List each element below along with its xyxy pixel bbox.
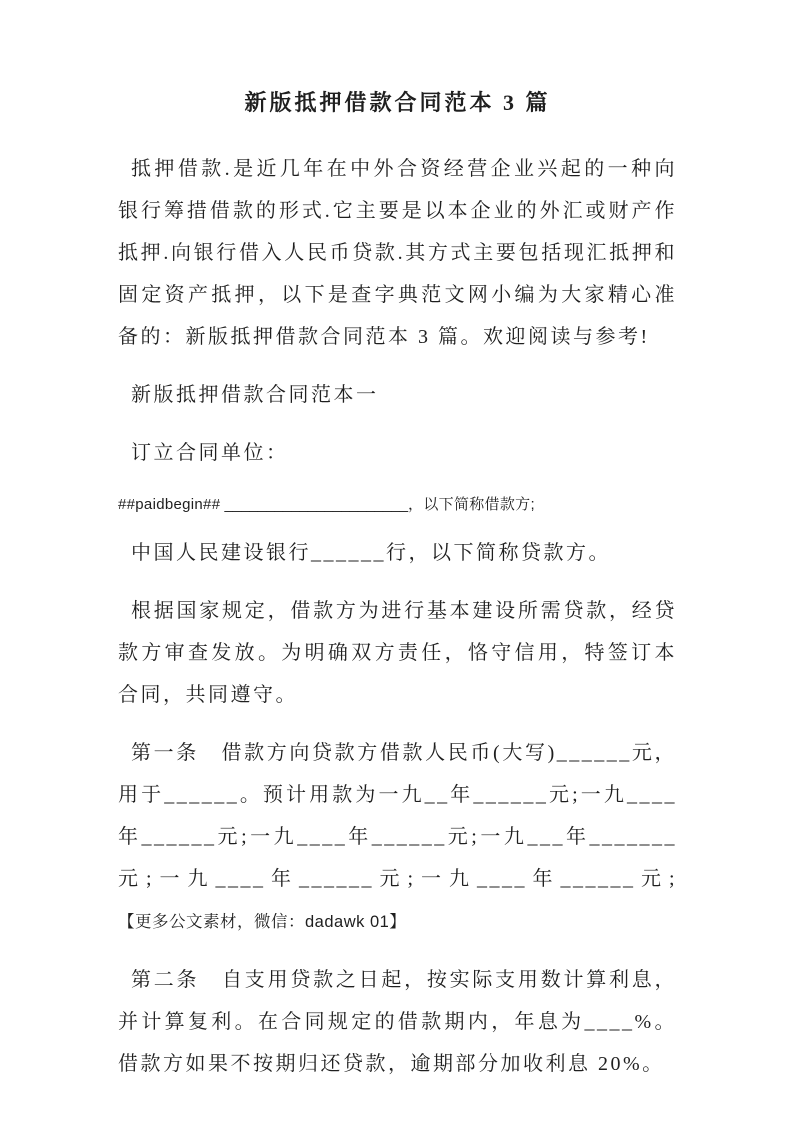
party-intro-line: 订立合同单位： xyxy=(131,442,289,464)
article-1-paragraph xyxy=(118,732,677,943)
borrower-name-blank: ______________________ xyxy=(220,496,409,513)
paidbegin-marker: ##paidbegin## xyxy=(118,496,221,513)
intro-paragraph: 抵押借款.是近几年在中外合资经营企业兴起的一种向银行筹措借款的形式.它主要是以本企业的外汇或财产作抵押.向银行借入人民币贷款.其方式主要包括现汇抵押和固定资产抵押，以下是查字典范文网小编为大家精心准备的：新版抵押借款合同范本 3 篇。欢迎阅读与参考! xyxy=(118,158,677,348)
borrower-suffix-text: ，以下简称借款方; xyxy=(408,496,535,513)
document-title: 新版抵押借款合同范本 3 篇 xyxy=(244,90,551,115)
paidbegin-line xyxy=(118,490,677,520)
lender-line: 中国人民建设银行______行，以下简称贷款方。 xyxy=(131,542,611,564)
template-one-heading: 新版抵押借款合同范本一 xyxy=(131,384,379,406)
article-2-paragraph: 第二条 自支用贷款之日起，按实际支用数计算利息，并计算复利。在合同规定的借款期内，年息为____%。借款方如果不按期归还贷款，逾期部分加收利息 20%。 xyxy=(118,969,677,1075)
article-1-text: 第一条 借款方向贷款方借款人民币(大写)______元，用于______。预计用款为一九__年______元;一九____年______元;一九____年______元;一九___年_______元;一九____年______元;一九____年______元; xyxy=(118,742,677,890)
watermark-note: 【更多公文素材，微信：dadawk 01】 xyxy=(118,913,407,931)
basis-paragraph: 根据国家规定，借款方为进行基本建设所需贷款，经贷款方审查发放。为明确双方责任，恪守信用，特签订本合同，共同遵守。 xyxy=(118,600,677,706)
